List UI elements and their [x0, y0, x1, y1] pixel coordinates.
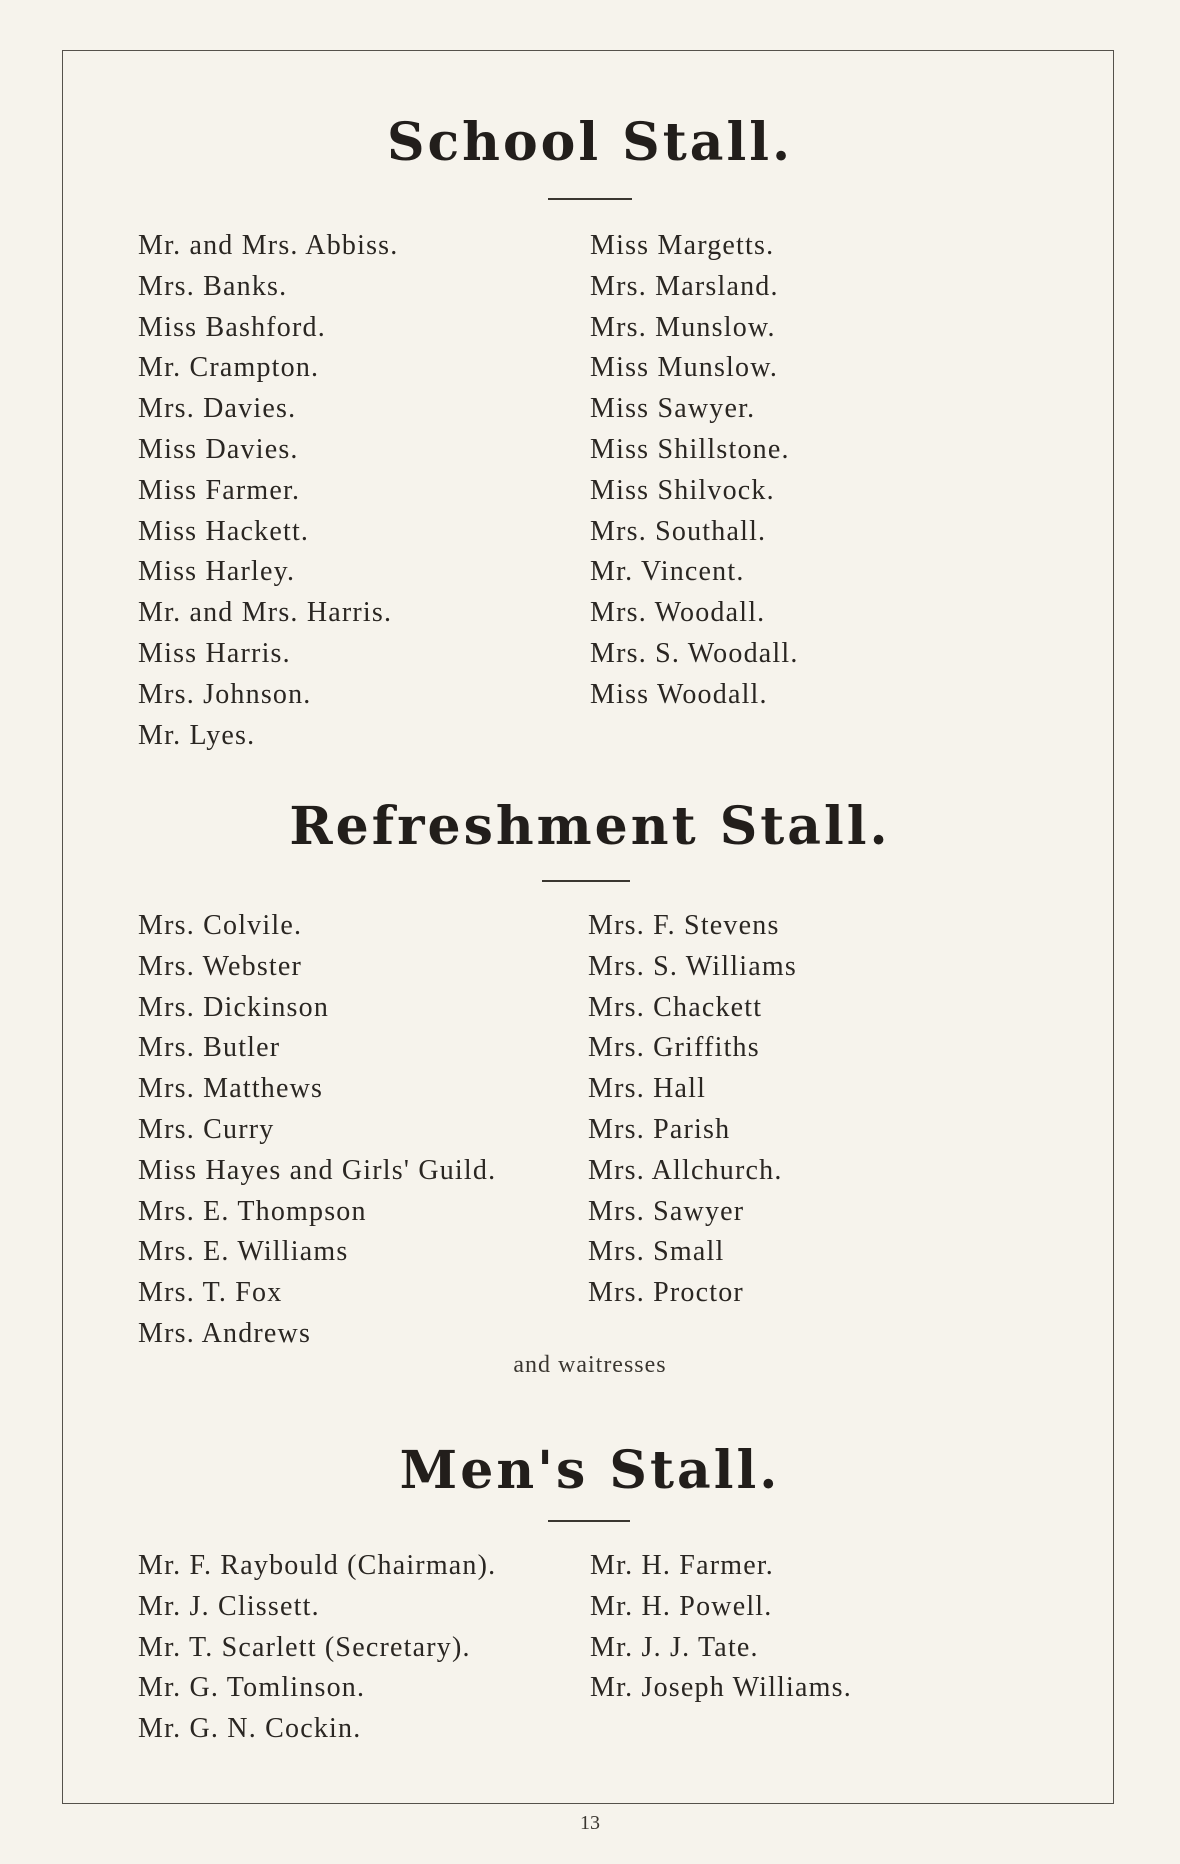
- name-entry: Mr. J. J. Tate.: [590, 1631, 759, 1663]
- name-entry: Miss Bashford.: [138, 311, 326, 343]
- name-entry: Mrs. F. Stevens: [588, 910, 780, 941]
- name-entry: Mr. T. Scarlett (Secretary).: [138, 1631, 471, 1663]
- name-entry: Mrs. T. Fox: [138, 1277, 283, 1309]
- name-entry: Mr. H. Powell.: [590, 1590, 773, 1622]
- name-entry: Mrs. E. Thompson: [138, 1195, 367, 1227]
- name-entry: Mrs. Davies.: [138, 393, 297, 425]
- name-entry: Mr. G. Tomlinson.: [138, 1672, 366, 1704]
- name-entry: Miss Harley.: [138, 556, 296, 588]
- name-entry: Mrs. Griffiths: [588, 1032, 760, 1064]
- name-entry: Miss Farmer.: [138, 474, 301, 506]
- name-entry: Mr. H. Farmer.: [590, 1550, 775, 1581]
- name-entry: Mrs. Woodall.: [590, 597, 766, 629]
- name-entry: Mrs. E. Williams: [138, 1236, 349, 1268]
- name-entry: Miss Sawyer.: [590, 393, 756, 425]
- section-heading-school-stall: School Stall.: [386, 112, 794, 173]
- name-entry: Miss Margetts.: [590, 230, 775, 261]
- refreshment-stall-right-list: [588, 906, 797, 1314]
- name-entry: Mrs. S. Williams: [588, 950, 797, 982]
- mens-stall-right-list: [590, 1546, 852, 1709]
- name-entry: Mrs. Proctor: [588, 1277, 744, 1309]
- name-entry: Mr. J. Clissett.: [138, 1590, 320, 1622]
- name-entry: Mrs. Allchurch.: [588, 1154, 783, 1186]
- name-entry: Mrs. Small: [588, 1236, 725, 1268]
- name-entry: Miss Munslow.: [590, 352, 779, 384]
- name-entry: Miss Shilvock.: [590, 474, 775, 506]
- name-entry: Mrs. Colvile.: [138, 910, 303, 941]
- name-entry: Mr. Vincent.: [590, 556, 745, 588]
- name-entry: Mr. Joseph Williams.: [590, 1672, 852, 1704]
- name-entry: Mrs. Marsland.: [590, 270, 779, 302]
- name-entry: Mrs. S. Woodall.: [590, 637, 799, 669]
- name-entry: Mr. Crampton.: [138, 352, 320, 384]
- name-entry: Miss Harris.: [138, 637, 291, 669]
- name-entry: Mrs. Andrews: [138, 1317, 312, 1349]
- name-entry: Mrs. Matthews: [138, 1073, 324, 1105]
- school-stall-right-list: [590, 226, 799, 716]
- name-entry: Miss Hayes and Girls' Guild.: [138, 1154, 497, 1186]
- section-heading-mens-stall: Men's Stall.: [399, 1440, 781, 1501]
- name-entry: Mrs. Sawyer: [588, 1195, 745, 1227]
- waitresses-note: and waitresses: [513, 1352, 667, 1378]
- section-heading-refreshment-stall: Refreshment Stall.: [289, 796, 891, 857]
- name-entry: Mrs. Banks.: [138, 270, 288, 302]
- name-entry: Mrs. Munslow.: [590, 311, 776, 343]
- name-entry: Mr. F. Raybould (Chairman).: [138, 1550, 497, 1581]
- name-entry: Mrs. Southall.: [590, 515, 767, 547]
- name-entry: Mr. and Mrs. Abbiss.: [138, 230, 399, 261]
- section-divider: [542, 880, 630, 882]
- section-divider: [548, 198, 632, 200]
- name-entry: Mrs. Hall: [588, 1073, 707, 1105]
- page-number: 13: [580, 1812, 600, 1834]
- name-entry: Mrs. Parish: [588, 1113, 731, 1145]
- name-entry: Miss Shillstone.: [590, 433, 790, 465]
- name-entry: Miss Hackett.: [138, 515, 310, 547]
- refreshment-stall-left-list: [138, 906, 496, 1355]
- name-entry: Mr. G. N. Cockin.: [138, 1713, 362, 1745]
- school-stall-left-list: [138, 226, 398, 756]
- mens-stall-left-list: [138, 1546, 496, 1750]
- name-entry: Miss Woodall.: [590, 678, 768, 710]
- name-entry: Miss Davies.: [138, 433, 299, 465]
- name-entry: Mrs. Butler: [138, 1032, 281, 1064]
- name-entry: Mrs. Curry: [138, 1113, 275, 1145]
- name-entry: Mrs. Dickinson: [138, 991, 330, 1023]
- name-entry: Mrs. Johnson.: [138, 678, 312, 710]
- name-entry: Mr. and Mrs. Harris.: [138, 597, 393, 629]
- section-divider: [548, 1520, 630, 1522]
- name-entry: Mrs. Chackett: [588, 991, 763, 1023]
- name-entry: Mrs. Webster: [138, 950, 303, 982]
- name-entry: Mr. Lyes.: [138, 719, 256, 751]
